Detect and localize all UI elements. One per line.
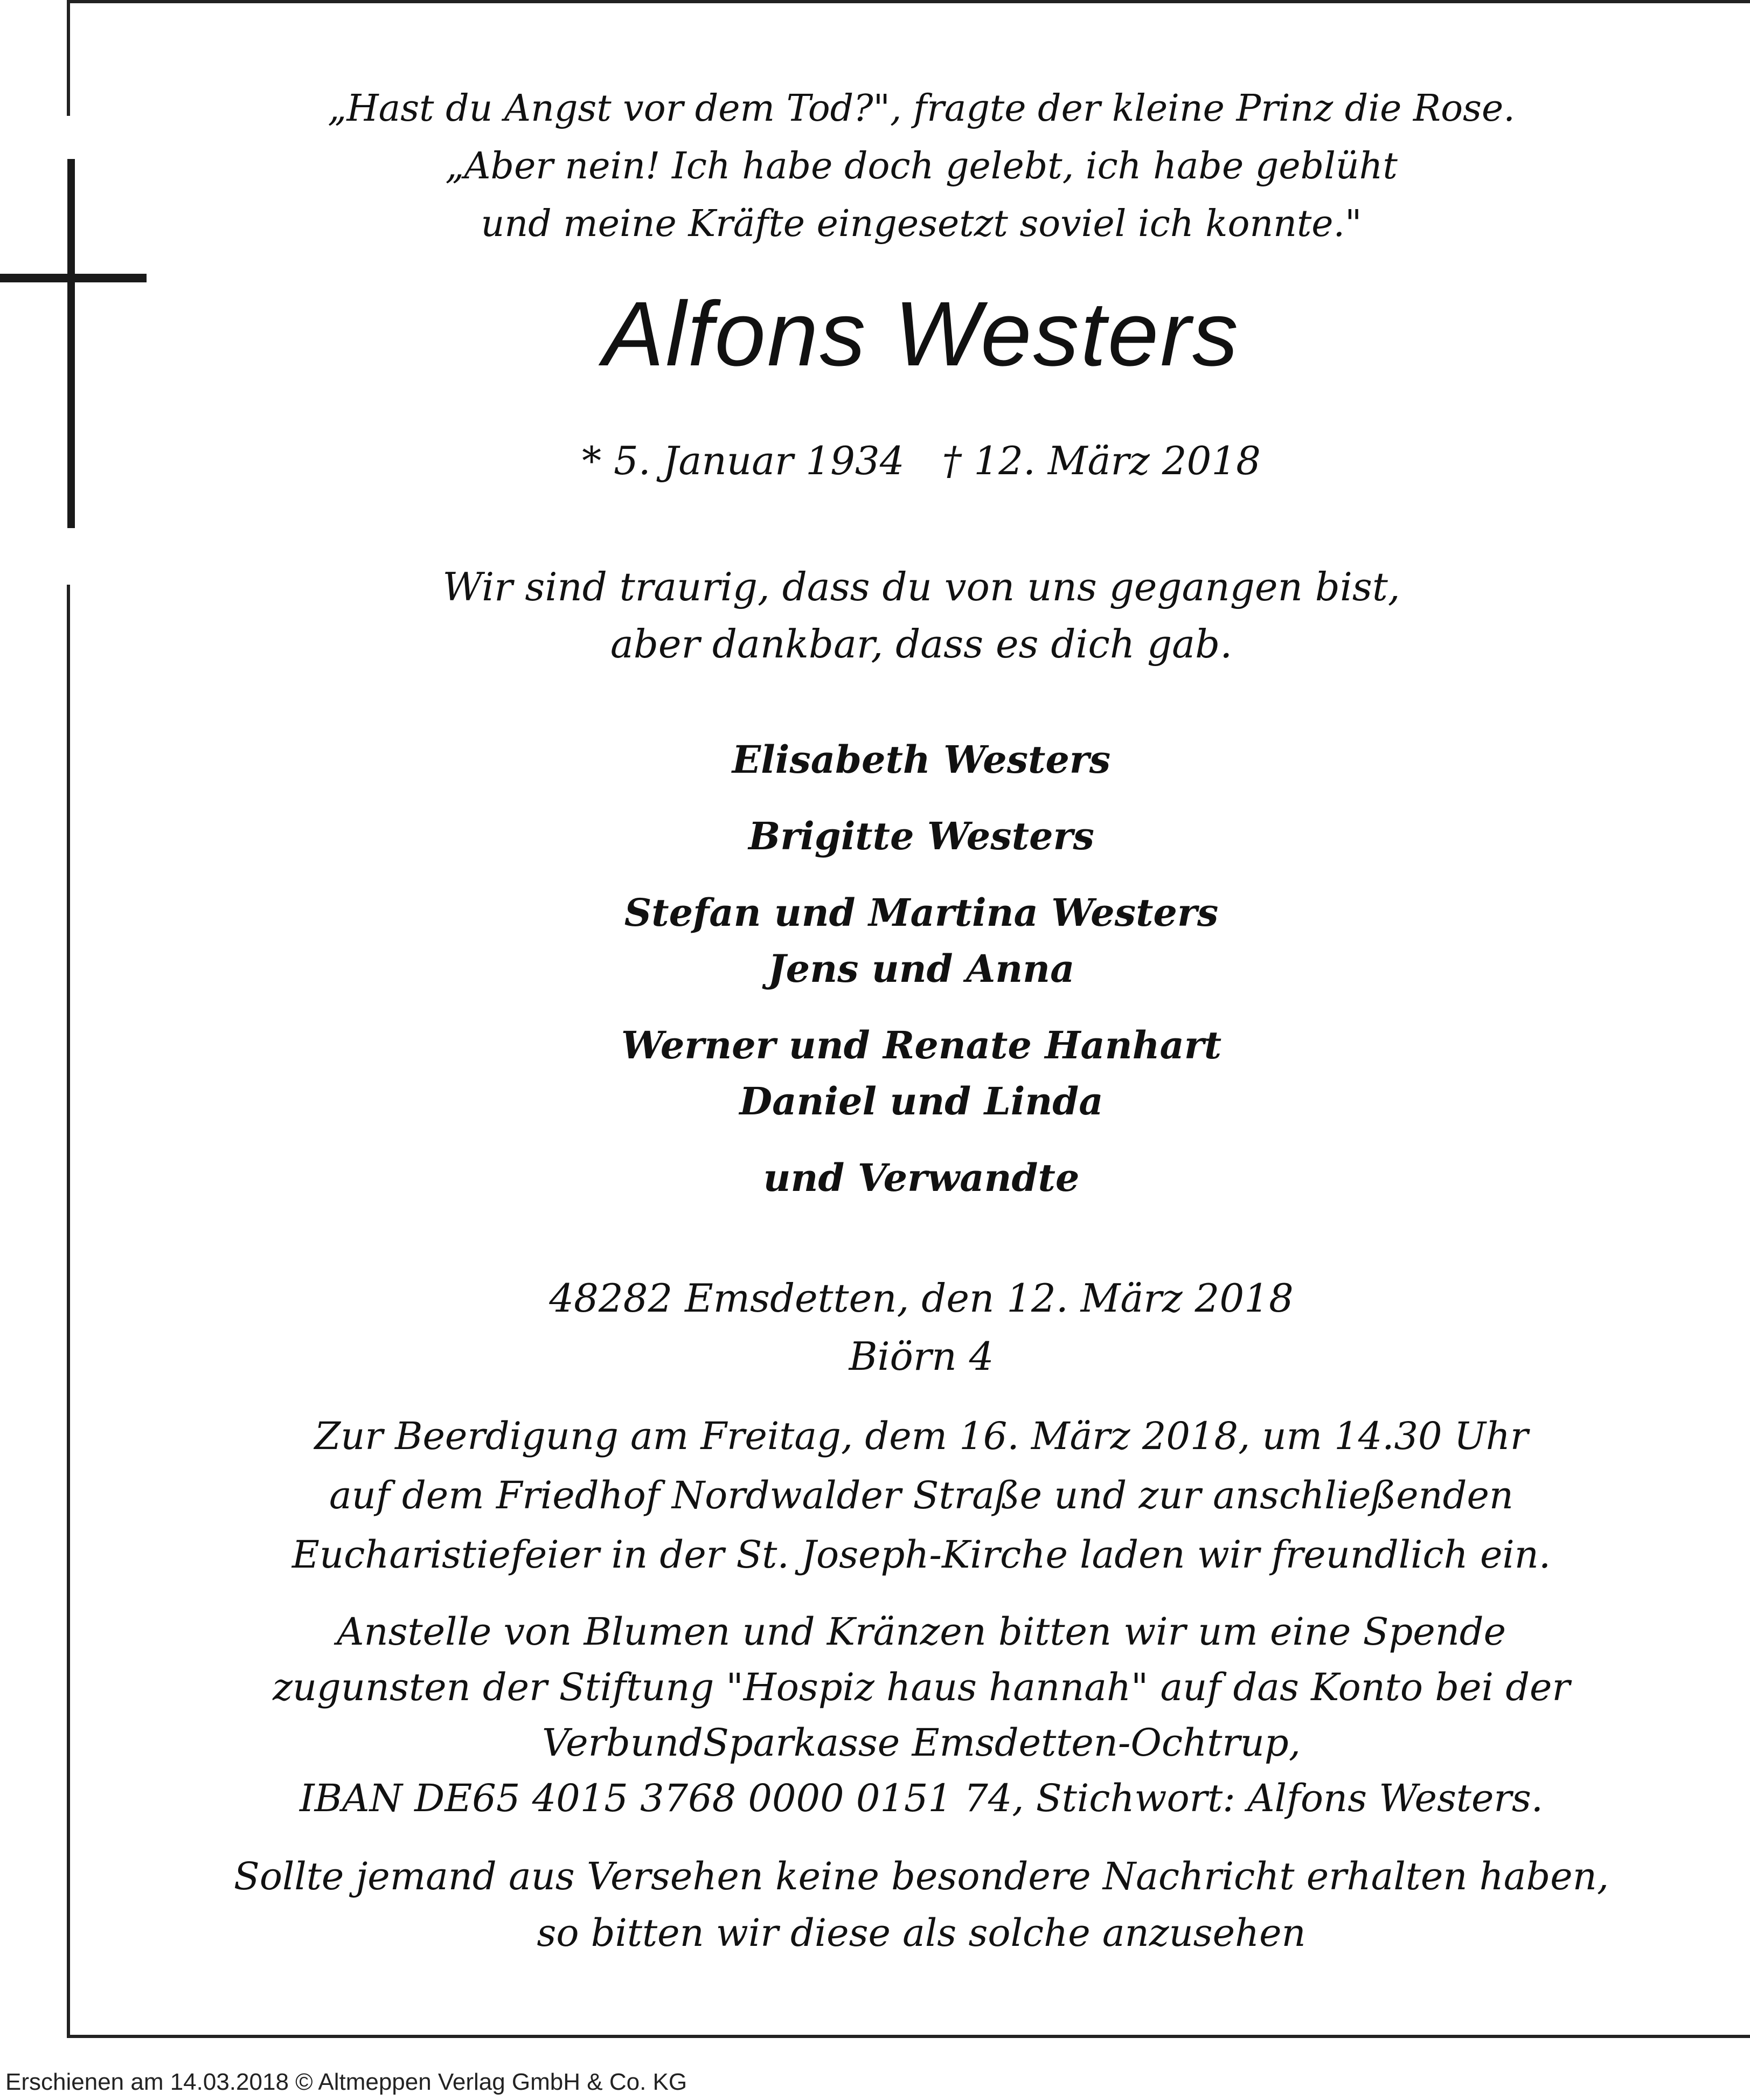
quote-line: „Aber nein! Ich habe doch gelebt, ich habe geblüht <box>445 145 1398 188</box>
funeral-announcement <box>124 1406 1719 1584</box>
border-bottom <box>68 2035 1750 2038</box>
donation-line: Anstelle von Blumen und Kränzen bitten wir um eine Spende <box>336 1610 1506 1654</box>
verse-line: aber dankbar, dass es dich gab. <box>610 621 1233 667</box>
mourner-name: Brigitte Westers <box>748 814 1094 858</box>
quote-line: „Hast du Angst vor dem Tod?", fragte der kleine Prinz die Rose. <box>328 87 1515 130</box>
deceased-name: Alfons Westers <box>602 283 1240 385</box>
quote-line: und meine Kräfte eingesetzt soviel ich konnte." <box>481 203 1362 245</box>
notice-line: so bitten wir diese als solche anzusehen <box>537 1911 1306 1955</box>
mourners-list <box>124 732 1719 1226</box>
donation-line: zugunsten der Stiftung "Hospiz haus hannah" auf das Konto bei der <box>273 1665 1570 1709</box>
quote-block <box>124 80 1719 253</box>
funeral-line: Eucharistiefeier in der St. Joseph-Kirche laden wir freundlich ein. <box>291 1533 1551 1577</box>
mourner-group <box>124 808 1719 864</box>
publication-footer: Erschienen am 14.03.2018 © Altmeppen Verlag GmbH & Co. KG <box>5 2069 688 2095</box>
mourner-name: Jens und Anna <box>768 946 1075 991</box>
place-date: 48282 Emsdetten, den 12. März 2018 <box>549 1276 1294 1321</box>
death-date: † 12. März 2018 <box>942 438 1261 483</box>
mourner-group <box>124 732 1719 788</box>
mourner-group <box>124 1017 1719 1129</box>
verse-line: Wir sind traurig, dass du von uns gegangen bist, <box>442 564 1400 609</box>
cross-vertical-beam <box>67 159 75 528</box>
funeral-line: auf dem Friedhof Nordwalder Straße und zur anschließenden <box>329 1473 1513 1517</box>
donation-line: VerbundSparkasse Emsdetten-Ochtrup, <box>542 1721 1301 1765</box>
donation-line: IBAN DE65 4015 3768 0000 0151 74, Stichwort: Alfons Westers. <box>299 1776 1544 1820</box>
notice-block <box>124 1848 1719 1962</box>
notice-line: Sollte jemand aus Versehen keine besondere Nachricht erhalten haben, <box>233 1854 1609 1898</box>
mourner-name: Werner und Renate Hanhart <box>621 1023 1222 1068</box>
border-left-lower <box>67 585 70 2038</box>
mourner-name: Elisabeth Westers <box>732 737 1111 782</box>
mourner-group <box>124 1150 1719 1206</box>
life-dates <box>124 431 1719 490</box>
funeral-line: Zur Beerdigung am Freitag, dem 16. März 2018, um 14.30 Uhr <box>314 1414 1529 1458</box>
border-top <box>68 0 1750 3</box>
mourner-group <box>124 885 1719 997</box>
donation-request <box>124 1604 1719 1826</box>
border-left-upper <box>67 0 70 116</box>
street-address: Biörn 4 <box>849 1334 994 1379</box>
location-block <box>124 1269 1719 1385</box>
verse-block <box>124 558 1719 673</box>
mourner-name: und Verwandte <box>763 1155 1080 1200</box>
mourner-name: Stefan und Martina Westers <box>624 890 1219 935</box>
birth-date: * 5. Januar 1934 <box>582 438 905 483</box>
mourner-name: Daniel und Linda <box>739 1079 1103 1124</box>
